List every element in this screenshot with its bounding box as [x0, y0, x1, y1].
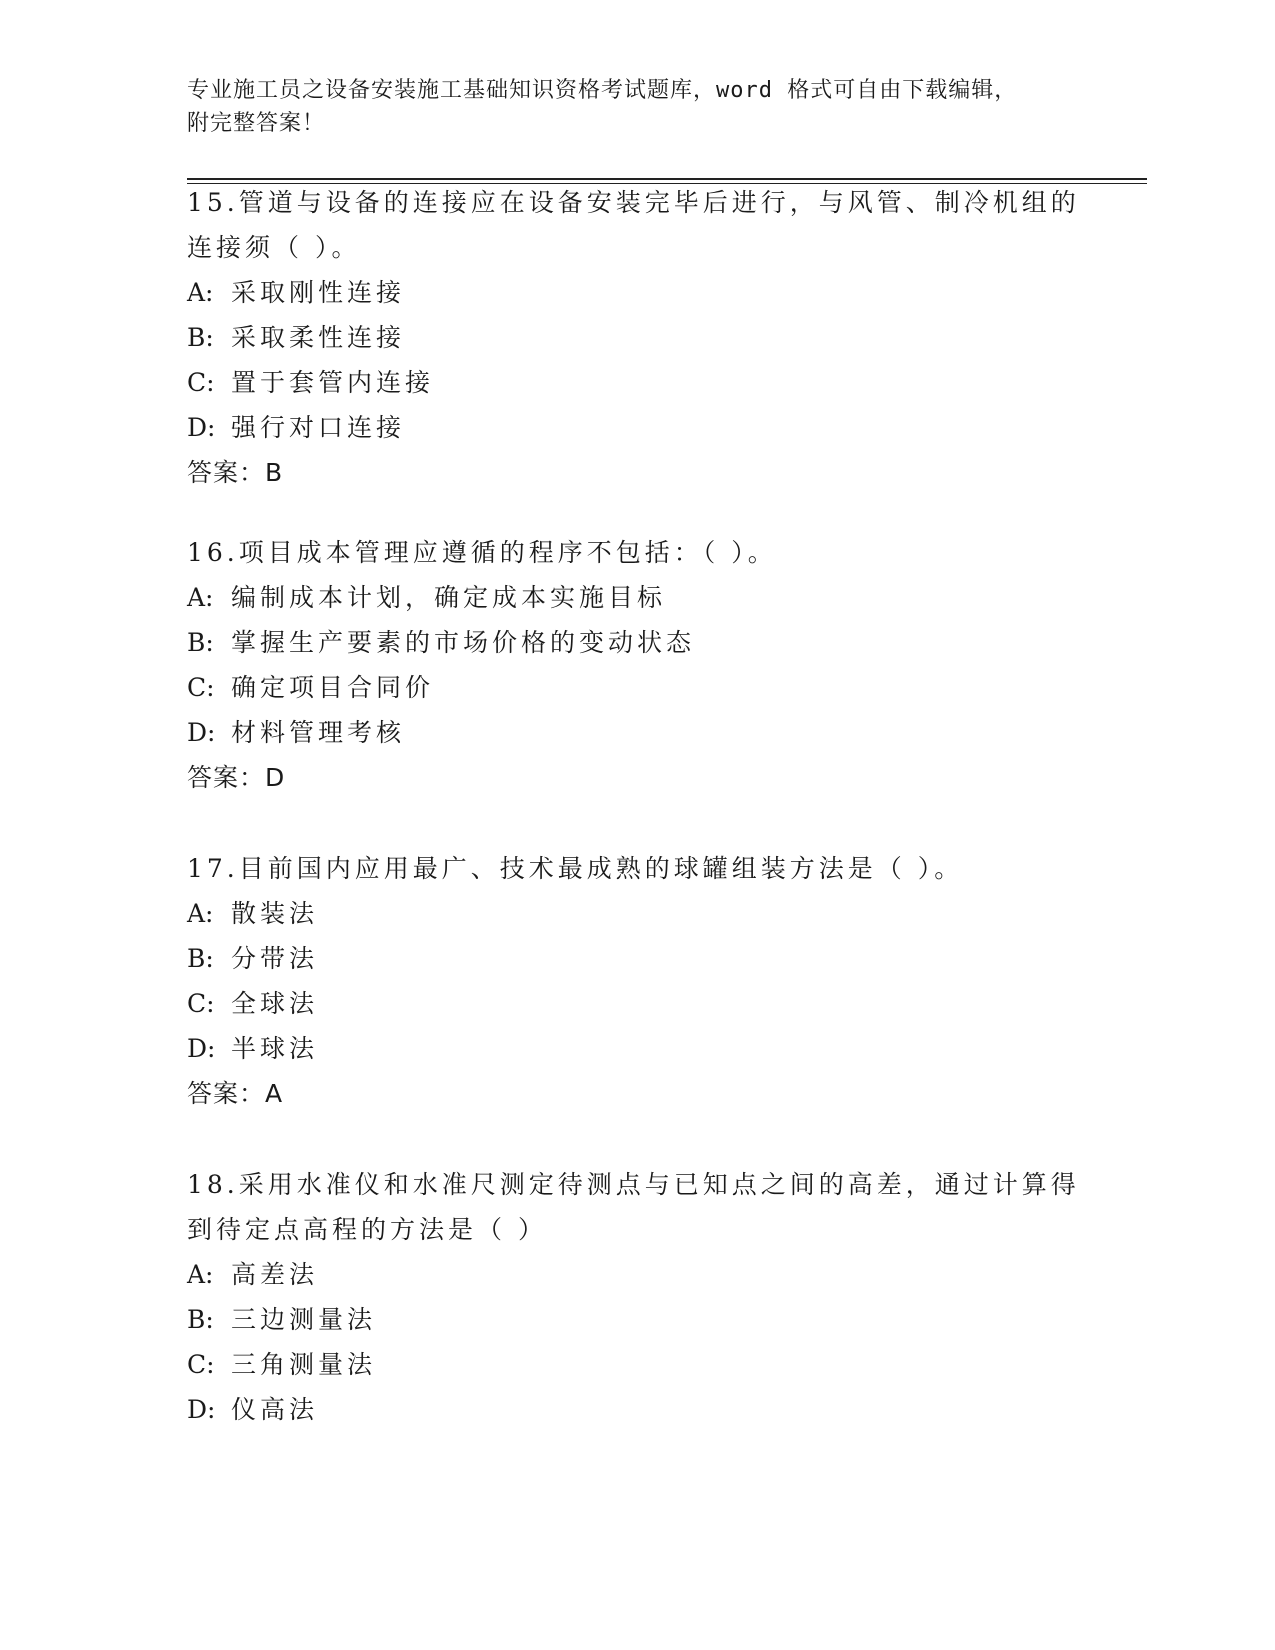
option-letter: C:: [187, 989, 215, 1018]
option-letter: B:: [187, 1305, 214, 1334]
option-text: 仪高法: [231, 1395, 319, 1424]
option-letter: B:: [187, 944, 214, 973]
option-d: [187, 1387, 1087, 1432]
option-d: [187, 710, 1087, 755]
option-letter: C:: [187, 368, 215, 397]
question-18: [187, 1162, 1087, 1432]
option-b: [187, 315, 1087, 360]
option-text: 强行对口连接: [231, 413, 406, 442]
option-text: 采取柔性连接: [231, 323, 406, 352]
option-letter: D:: [187, 1395, 216, 1424]
option-text: 散装法: [231, 899, 319, 928]
question-stem-line-2: 连接须（ ）。: [187, 233, 361, 262]
option-text: 全球法: [231, 989, 319, 1018]
question-stem-line-2: 到待定点高程的方法是（ ）: [187, 1215, 547, 1244]
option-text: 掌握生产要素的市场价格的变动状态: [231, 628, 696, 657]
question-stem-line-1: 17.目前国内应用最广、技术最成熟的球罐组装方法是（ ）。: [187, 854, 964, 883]
option-letter: A:: [187, 1260, 214, 1289]
option-letter: D:: [187, 413, 216, 442]
answer-line: 答案：B: [187, 458, 284, 487]
question-15: [187, 180, 1087, 495]
option-text: 确定项目合同价: [231, 673, 435, 702]
option-d: [187, 405, 1087, 450]
option-letter: A:: [187, 899, 214, 928]
option-text: 三角测量法: [231, 1350, 377, 1379]
option-letter: C:: [187, 1350, 215, 1379]
option-letter: C:: [187, 673, 215, 702]
option-text: 高差法: [231, 1260, 319, 1289]
option-a: [187, 1252, 1087, 1297]
option-letter: A:: [187, 278, 214, 307]
question-stem-line-1: 15.管道与设备的连接应在设备安装完毕后进行，与风管、制冷机组的: [187, 188, 1080, 217]
option-text: 采取刚性连接: [231, 278, 406, 307]
option-letter: A:: [187, 583, 214, 612]
question-17: [187, 846, 1087, 1116]
option-letter: B:: [187, 323, 214, 352]
option-a: [187, 575, 1087, 620]
option-text: 半球法: [231, 1034, 319, 1063]
option-c: [187, 360, 1087, 405]
option-text: 置于套管内连接: [231, 368, 435, 397]
question-stem-line-1: 18.采用水准仪和水准尺测定待测点与已知点之间的高差，通过计算得: [187, 1170, 1080, 1199]
option-a: [187, 891, 1087, 936]
option-b: [187, 936, 1087, 981]
option-c: [187, 1342, 1087, 1387]
option-letter: D:: [187, 1034, 216, 1063]
option-c: [187, 981, 1087, 1026]
option-b: [187, 1297, 1087, 1342]
option-text: 材料管理考核: [231, 718, 406, 747]
option-letter: B:: [187, 628, 214, 657]
option-d: [187, 1026, 1087, 1071]
question-16: [187, 530, 1087, 800]
option-text: 三边测量法: [231, 1305, 377, 1334]
answer-line: 答案：D: [187, 763, 286, 792]
option-letter: D:: [187, 718, 216, 747]
header-line-1: 专业施工员之设备安装施工基础知识资格考试题库，word 格式可自由下载编辑，: [187, 78, 1018, 103]
option-b: [187, 620, 1087, 665]
question-stem-line-1: 16.项目成本管理应遵循的程序不包括：（ ）。: [187, 538, 777, 567]
document-header: [187, 74, 1047, 140]
option-text: 编制成本计划，确定成本实施目标: [231, 583, 667, 612]
answer-line: 答案：A: [187, 1079, 284, 1108]
header-line-2: 附完整答案！: [187, 111, 326, 136]
option-a: [187, 270, 1087, 315]
option-text: 分带法: [231, 944, 319, 973]
option-c: [187, 665, 1087, 710]
